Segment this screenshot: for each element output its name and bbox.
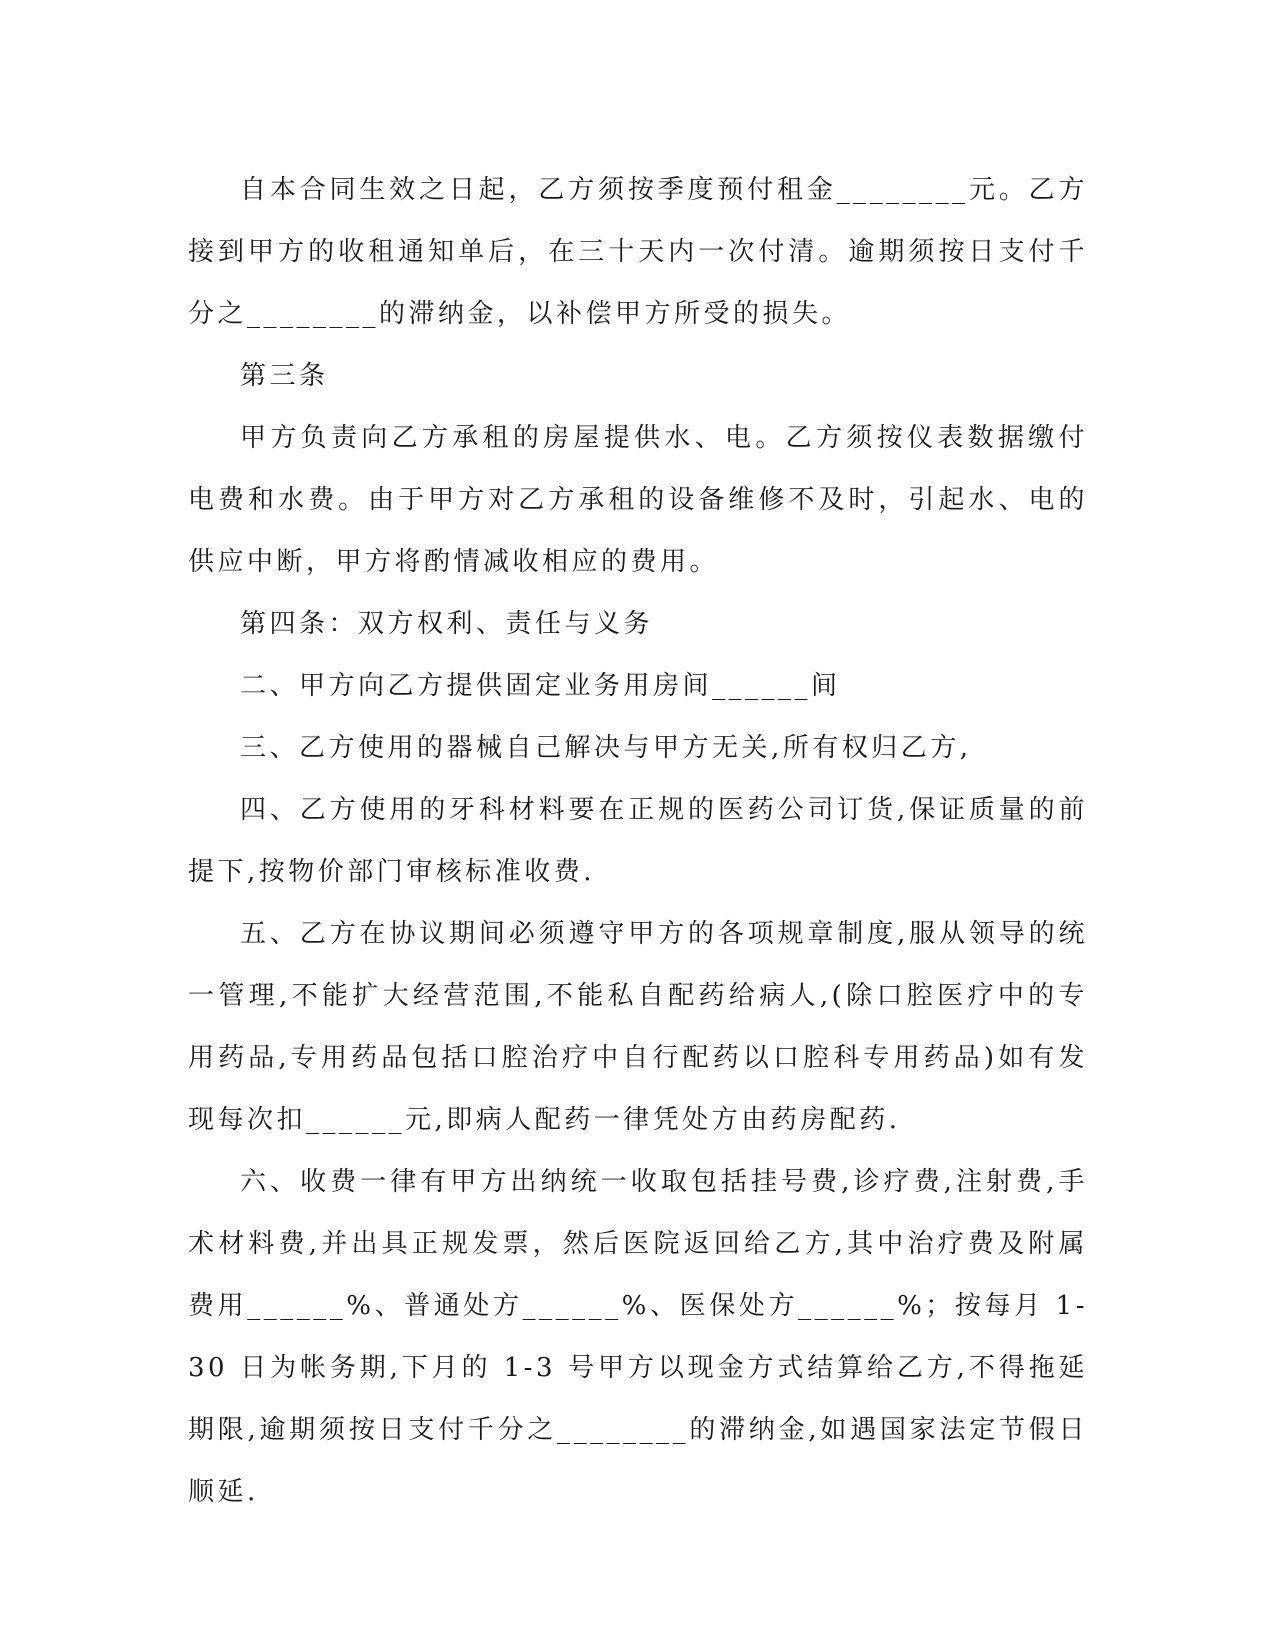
clause-4-materials: 四、乙方使用的牙科材料要在正规的医药公司订货,保证质量的前提下,按物价部门审核标准收费. [188,795,1088,887]
clause-6-fees: 六、收费一律有甲方出纳统一收取包括挂号费,诊疗费,注射费,手术材料费,并出具正规发票，然后医院返回给乙方,其中治疗费及附属费用______%、普通处方______%、医保处方______%；按每月 1-30 日为帐务期,下月的 1-3 号甲方以现金方式结算给乙方,不得拖延期限,逾期须按日支付千分之________的滞纳金,如遇国家法定节假日顺延. [188,1167,1088,1507]
heading-article-4: 第四条：双方权利、责任与义务 [240,609,654,639]
clause-5-regulations: 五、乙方在协议期间必须遵守甲方的各项规章制度,服从领导的统一管理,不能扩大经营范围,不能私自配药给病人,(除口腔医疗中的专用药品,专用药品包括口腔治疗中自行配药以口腔科专用药品)如有发现每次扣______元,即病人配药一律凭处方由药房配药. [188,919,1088,1135]
paragraph-rent-payment: 自本合同生效之日起，乙方须按季度预付租金________元。乙方接到甲方的收租通知单后，在三十天内一次付清。逾期须按日支付千分之________的滞纳金，以补偿甲方所受的损失。 [188,175,1088,329]
paragraph-utilities: 甲方负责向乙方承租的房屋提供水、电。乙方须按仪表数据缴付电费和水费。由于甲方对乙方承租的设备维修不及时，引起水、电的供应中断，甲方将酌情减收相应的费用。 [188,423,1088,577]
clause-2-rooms: 二、甲方向乙方提供固定业务用房间______间 [240,671,841,701]
heading-article-3: 第三条 [240,361,329,391]
clause-3-equipment: 三、乙方使用的器械自己解决与甲方无关,所有权归乙方, [240,733,972,763]
contract-body [188,159,1088,1523]
